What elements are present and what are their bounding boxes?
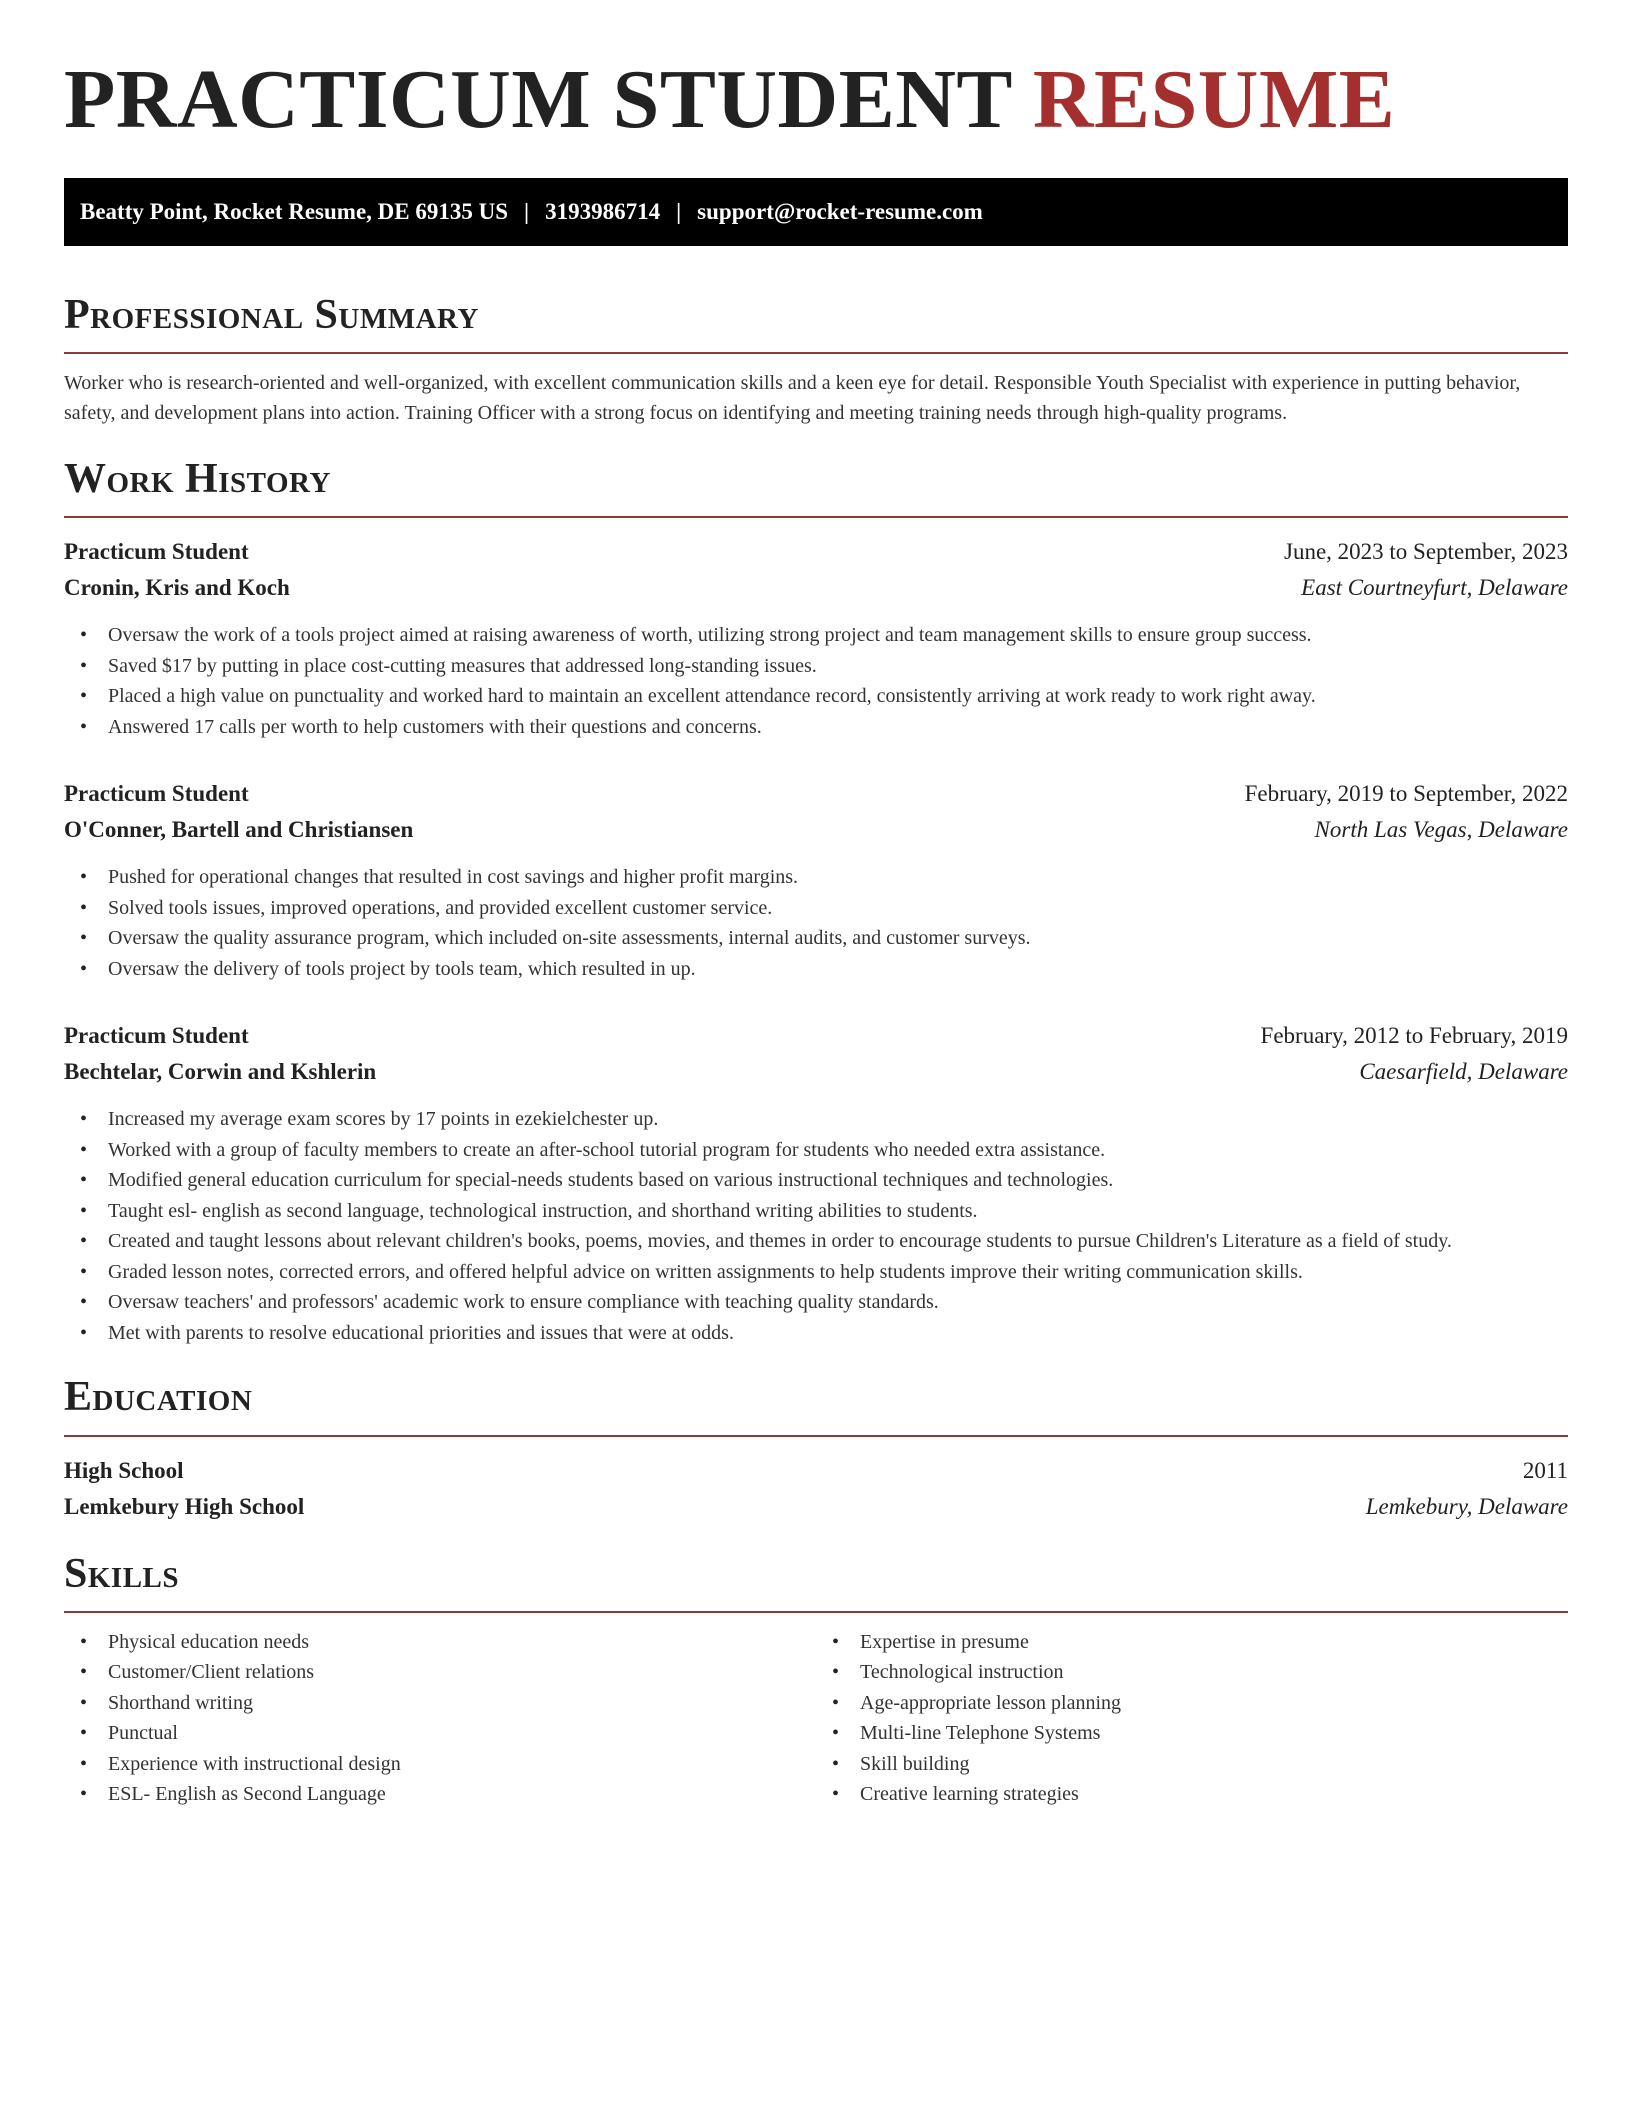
job-dates: June, 2023 to September, 2023 <box>1284 539 1568 565</box>
job-bullet: • Taught esl- english as second language, technological instruction, and shorthand writing abilities to students. <box>64 1196 1568 1227</box>
contact-separator: | <box>676 199 682 224</box>
job-bullet: • Met with parents to resolve educational priorities and issues that were at odds. <box>64 1318 1568 1349</box>
job-dates: February, 2019 to September, 2022 <box>1244 781 1568 807</box>
job-company: Bechtelar, Corwin and Kshlerin <box>64 1059 377 1085</box>
education-heading: Education <box>64 1374 253 1421</box>
skill-item: • Punctual <box>64 1718 816 1749</box>
skill-item: • Age-appropriate lesson planning <box>816 1688 1568 1719</box>
job-title: Practicum Student <box>64 781 249 807</box>
contact-bar <box>64 178 1568 246</box>
summary-text: Worker who is research-oriented and well-organized, with excellent communication skills and a keen eye for detail. Responsible Youth Specialist with experience in putting behavior, safety, and development plans into action. Training Officer with a strong focus on identifying and meeting training needs through high-quality programs. <box>64 372 1521 425</box>
job-bullet: • Oversaw the quality assurance program, which included on-site assessments, internal audits, and customer surveys. <box>64 923 1568 954</box>
job-bullet: • Modified general education curriculum for special-needs students based on various instructional techniques and technologies. <box>64 1165 1568 1196</box>
job-bullet: • Oversaw teachers' and professors' academic work to ensure compliance with teaching quality standards. <box>64 1287 1568 1318</box>
job-company: O'Conner, Bartell and Christiansen <box>64 817 414 843</box>
contact-address: Beatty Point, Rocket Resume, DE 69135 US <box>80 199 509 224</box>
section-divider <box>64 1611 1568 1613</box>
job-dates: February, 2012 to February, 2019 <box>1260 1023 1568 1049</box>
work-history-heading: Work History <box>64 456 331 503</box>
summary-section <box>64 292 1568 428</box>
skill-item: • Customer/Client relations <box>64 1657 816 1688</box>
job-bullets <box>64 1104 1568 1348</box>
job-location: East Courtneyfurt, Delaware <box>1301 575 1568 601</box>
job-company-row <box>64 1054 1568 1090</box>
job-header-row <box>64 776 1568 812</box>
skill-item: • ESL- English as Second Language <box>64 1779 816 1810</box>
skills-grid <box>64 1627 1568 1810</box>
job-company-row <box>64 570 1568 606</box>
job-bullet: • Solved tools issues, improved operations, and provided excellent customer service. <box>64 893 1568 924</box>
job-header-row <box>64 534 1568 570</box>
skill-item: • Creative learning strategies <box>816 1779 1568 1810</box>
resume-title <box>64 0 1568 146</box>
education-school-row <box>64 1489 1568 1525</box>
section-divider <box>64 1435 1568 1437</box>
education-year: 2011 <box>1522 1457 1568 1483</box>
job-location: North Las Vegas, Delaware <box>1314 817 1568 843</box>
skills-list <box>816 1627 1568 1810</box>
job-bullet: • Placed a high value on punctuality and worked hard to maintain an excellent attendance record, consistently arriving at work ready to work right away. <box>64 681 1568 712</box>
job-bullets <box>64 620 1568 742</box>
skill-item: • Multi-line Telephone Systems <box>816 1718 1568 1749</box>
education-degree: High School <box>64 1457 184 1483</box>
skills-column-right <box>816 1627 1568 1810</box>
work-history-section <box>64 456 1568 1348</box>
contact-separator: | <box>524 199 530 224</box>
section-divider <box>64 352 1568 354</box>
job-bullet: • Answered 17 calls per worth to help customers with their questions and concerns. <box>64 712 1568 743</box>
skill-item: • Technological instruction <box>816 1657 1568 1688</box>
education-location: Lemkebury, Delaware <box>1365 1493 1568 1519</box>
job-entry <box>64 776 1568 984</box>
job-bullet: • Saved $17 by putting in place cost-cutting measures that addressed long-standing issues. <box>64 651 1568 682</box>
job-company-row <box>64 812 1568 848</box>
job-bullet: • Pushed for operational changes that resulted in cost savings and higher profit margins. <box>64 862 1568 893</box>
job-bullet: • Created and taught lessons about relevant children's books, poems, movies, and themes in order to encourage students to pursue Children's Literature as a field of study. <box>64 1226 1568 1257</box>
skill-item: • Skill building <box>816 1749 1568 1780</box>
job-title: Practicum Student <box>64 539 249 565</box>
section-divider <box>64 516 1568 518</box>
education-entry <box>64 1453 1568 1525</box>
education-school: Lemkebury High School <box>64 1493 305 1519</box>
skills-list <box>64 1627 816 1810</box>
job-entry <box>64 1018 1568 1348</box>
job-location: Caesarfield, Delaware <box>1359 1059 1568 1085</box>
education-section <box>64 1374 1568 1524</box>
resume-title-accent: RESUME <box>1032 53 1396 146</box>
job-title: Practicum Student <box>64 1023 249 1049</box>
skills-column-left <box>64 1627 816 1810</box>
job-bullet: • Oversaw the delivery of tools project by tools team, which resulted in up. <box>64 954 1568 985</box>
education-header-row <box>64 1453 1568 1489</box>
job-bullet: • Increased my average exam scores by 17 points in ezekielchester up. <box>64 1104 1568 1135</box>
resume-title-main: PRACTICUM STUDENT <box>64 53 1012 146</box>
contact-email: support@rocket-resume.com <box>697 199 983 224</box>
skill-item: • Experience with instructional design <box>64 1749 816 1780</box>
skill-item: • Shorthand writing <box>64 1688 816 1719</box>
skill-item: • Expertise in presume <box>816 1627 1568 1658</box>
job-bullet: • Worked with a group of faculty members to create an after-school tutorial program for students who needed extra assistance. <box>64 1135 1568 1166</box>
skills-section <box>64 1551 1568 1810</box>
summary-heading: Professional Summary <box>64 292 479 338</box>
job-bullet: • Graded lesson notes, corrected errors, and offered helpful advice on written assignments to help students improve their writing communication skills. <box>64 1257 1568 1288</box>
job-entry <box>64 534 1568 742</box>
contact-phone: 3193986714 <box>545 199 661 224</box>
job-bullets <box>64 862 1568 984</box>
skills-heading: Skills <box>64 1550 180 1597</box>
job-header-row <box>64 1018 1568 1054</box>
job-bullet: • Oversaw the work of a tools project aimed at raising awareness of worth, utilizing strong project and team management skills to ensure group success. <box>64 620 1568 651</box>
job-company: Cronin, Kris and Koch <box>64 575 290 601</box>
skill-item: • Physical education needs <box>64 1627 816 1658</box>
